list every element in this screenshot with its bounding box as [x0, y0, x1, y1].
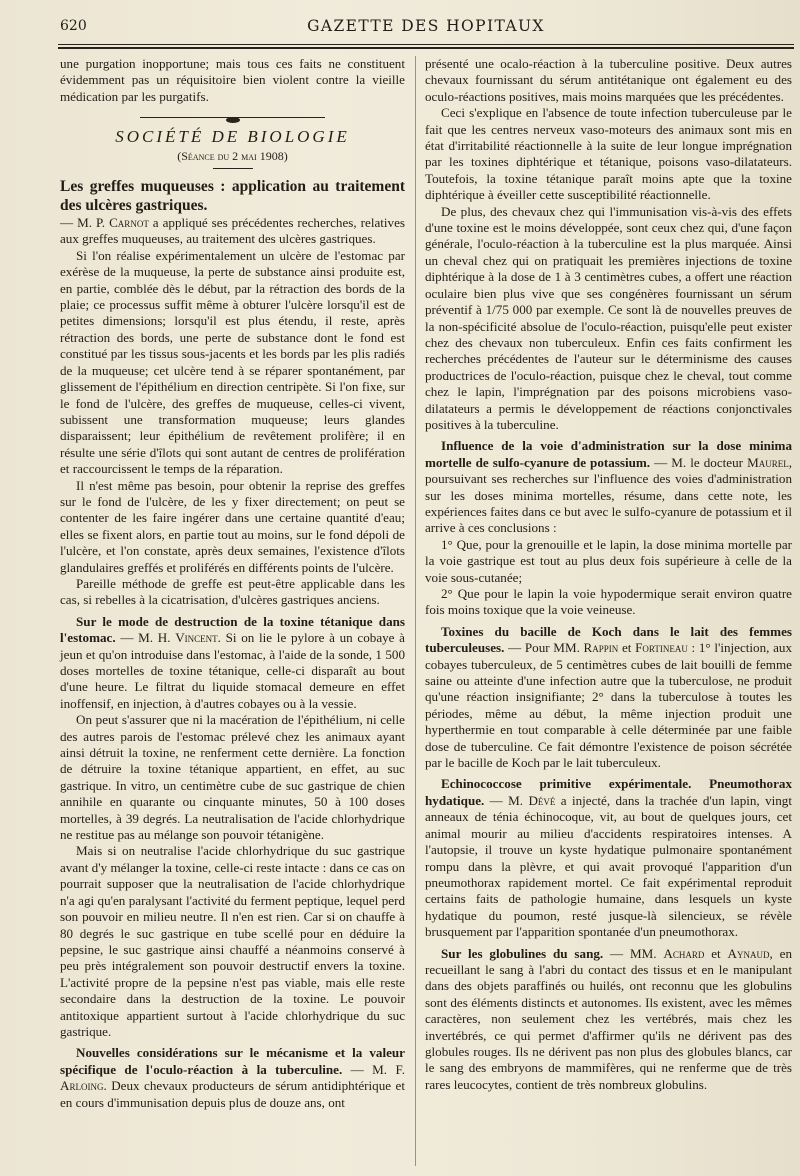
short-divider — [213, 168, 253, 169]
text-run: — M. H. — [115, 630, 176, 646]
author-name: Aynaud — [727, 945, 770, 961]
article-body-greffes-1 — [60, 215, 405, 248]
header-rule-thin — [58, 44, 794, 45]
text-run: et — [618, 640, 636, 656]
article-title-sulfo: Influence de la voie d'administration sur la dose minima mortelle de sulfo-cyanure de potassium. — [425, 438, 792, 470]
text-run: — MM. — [603, 945, 664, 961]
header-rule-thick — [58, 47, 794, 49]
article-body-sulfo-3: 2° Que pour le lapin la voie hypodermique serait environ quatre fois moins toxique que la voie veineuse. — [425, 586, 792, 618]
text-run: — M. F. — [342, 1061, 405, 1077]
article-body-oculo-1 — [60, 1045, 405, 1111]
text-run: , poursuivant ses recherches sur l'influence des voies d'administration sur les doses minima mortelles, résume, dans cette note, les expériences faites dans ce but avec le sulfo-cyanure de potassium et il arrive à ces conclusions : — [425, 454, 792, 536]
article-title-globulines: Sur les globulines du sang. — [441, 945, 604, 961]
article-title-toxine: Sur le mode de destruction de la toxine tétanique dans l'estomac. — [60, 613, 405, 646]
text-run: a injecté, dans la trachée d'un lapin, vingt anneaux de ténia échinocoque, vit, au bout de quelques jours, cet animal mourir au milieu d'accidents respiratoires intenses. A l'autopsie, il trouve un kyste hydatique pulmonaire spontanément rompu dans la plèvre, et qui avait provoqué l'apparition d'un pneumothorax rapidement mortel. Ce fait expérimental reproduit certains faits de pathologie humaine, dans lesquels un kyste hydatique du poumon, resté jusque-là silencieux, se révèle brusquement par l'apparition spontanée d'un pneumothorax. — [425, 792, 792, 940]
author-name: Rappin — [583, 640, 619, 656]
session-date: (Séance du 2 mai 1908) — [177, 148, 288, 163]
left-column — [60, 56, 405, 1111]
right-column — [425, 56, 792, 1093]
text-run: a appliqué ses précédentes recherches, relatives aux greffes muqueuses, au traitement des ulcères gastriques. — [60, 215, 405, 247]
article-body-toxine-3: Mais si on neutralise l'acide chlorhydrique du suc gastrique avant d'y mélanger la toxine, celle-ci reste intacte : dans ce cas on pourrait supposer que la neutralisation de l'acide chlorhydrique n'a agi qu'en paralysant l'activité du ferment peptique, lequel perd son pouvoir en milieu neutre. Il n'en est rien. Car si on chauffe à 80 degrés le suc gastrique en tube scellé pour en déduire la pepsine, le suc gastrique ainsi chauffé a néanmoins conservé à peu près intégralement son pouvoir destructif envers la toxine. L'activité propre de la pepsine n'est pas viable, mais elle reste secondaire dans la destruction de la toxine. Le pouvoir antitoxique appartient surtout à l'acide chlorhydrique du suc gastrique. — [60, 843, 405, 1039]
section-ornament — [60, 111, 405, 123]
text-run: , en recueillant le sang à l'abri du contact des tissus et en le manipulant dans des objets paraffinés ou huilés, ont reconnu que les globulins sont des éléments distincts et autonomes. Ils existent, avec les mêmes caractères, non seulement chez les vertébrés, mais chez les invertébrés, ce qui permet d'affirmer qu'ils ne dérivent pas des globules rouges. Ils ne dérivent pas non plus des globules blancs, car le sang des embryons de mammifères, qui ne renferme que de très rares leucocytes, contient de très nombreux globulins. — [425, 945, 793, 1092]
intro-paragraph: une purgation inopportune; mais tous ces faits ne constituent évidemment pas un réquisitoire bien violent contre la vieille médication par les purgatifs. — [60, 56, 405, 104]
article-body-sulfo-2: 1° Que, pour la grenouille et le lapin, la dose minima mortelle par la voie gastrique est tout au plus deux fois supérieure à celle de la voie sous-cutanée; — [425, 536, 792, 585]
text-run: . Deux chevaux producteurs de sérum antidiphtérique et en cours d'immunisation depuis plus de douze ans, ont — [60, 1078, 405, 1110]
article-title-greffes: Les greffes muqueuses : application au traitement des ulcères gastriques. — [60, 178, 405, 215]
text-run: — M. P. — [60, 215, 110, 231]
page-header — [60, 14, 792, 40]
author-name: Dévé — [528, 792, 556, 808]
column-divider — [415, 56, 416, 1166]
article-body-greffes-3: Il n'est même pas besoin, pour obtenir la reprise des greffes sur le fond de l'ulcère, de les y fixer directement; on peut se contenter de les faire ingérer dans une certaine quantité d'eau; elles se fixent alors, en partie tout au moins, sur le fond dépoli de l'ulcère, et l'on constate, après deux semaines, l'existence d'îlots glandulaires greffés et proliférés en différents points de l'ulcère. — [60, 477, 405, 575]
article-body-oculo-3: De plus, des chevaux chez qui l'immunisation vis-à-vis des effets d'une toxine est le moins développée, sont ceux chez qui, d'une façon générale, l'oculo-réaction à la tuberculine est la plus marquée. Ainsi un cheval chez qui on pratiquait les premières injections de toxine diphtérique à la dose de 1 à 3 centimètres cubes, a offert une réaction oculaire bien plus vive que ses congénères fournissant un sérum préventif à 1/75 000 par exemple. Ce sont là de nouvelles preuves de la non-spécificité absolue de l'oculo-réaction, puisqu'elle peut exister chez des chevaux non tuberculeux. Enfin ces faits confirment les recherches précédentes de l'auteur sur le déterminisme des causes productrices de l'oculo-réaction, puisque chez le cheval, tout comme chez le lapin, l'imprégnation par des poisons microbiens vaso-dilatateurs a permis le développement de réactions conjonctivales positives à la tuberculine. — [425, 203, 792, 432]
article-body-greffes-4: Pareille méthode de greffe est peut-être applicable dans les cas, si rebelles à la cicatrisation, d'ulcères gastriques anciens. — [60, 575, 405, 608]
text-run: — Pour MM. — [504, 640, 584, 656]
author-name: Vincent — [175, 630, 218, 646]
article-body-oculo-2: Ceci s'explique en l'absence de toute infection tuberculeuse par le fait que les centres nerveux vaso-moteurs des animaux sont mis en état d'irritabilité réactionnelle à la suite de leur longue imprégnation par les toxines diphtérique et tétanique, poisons vaso-dilatateurs. Toutefois, la toxine tétanique paraît moins apte que la toxine diphtérique à éveiller cette susceptibilité réactionnelle. — [425, 105, 792, 203]
author-name: Carnot — [109, 215, 149, 231]
article-body-oculo-cont: présenté une ocalo-réaction à la tuberculine positive. Deux autres chevaux fournissant du sérum antitétanique ont également eu des oculo-réactions positives, mais moins marquées que les précédentes. — [425, 56, 792, 104]
article-body-echino-1 — [425, 776, 792, 940]
author-name: Fortineau — [635, 640, 688, 656]
article-body-koch-1 — [425, 624, 792, 772]
page-number: 620 — [60, 18, 87, 34]
text-run: et — [704, 945, 728, 961]
article-title-oculo: Nouvelles considérations sur le mécanisme et la valeur spécifique de l'oculo-réaction à la tuberculine. — [60, 1045, 405, 1077]
text-run: : 1° l'injection, aux cobayes tuberculeux, de 5 centimètres cubes de lait bouilli de femme saine ou atteinte d'une infection autre que la tuberculose, ne produit qu'une réaction insignifiante; 2° dans la tuberculose à toutes les périodes, même au début, la même injection produit une hyperthermie en tout comparable à celle déterminée par une faible dose de tuberculine. Ce fait démontre l'existence de poison sécrétée par le bacille de Koch par le lait tuberculeux. — [425, 640, 792, 771]
text-run: — M. — [484, 792, 529, 808]
article-body-greffes-2: Si l'on réalise expérimentalement un ulcère de l'estomac par exérèse de la muqueuse, la perte de substance ainsi produite est, en partie, comblée dès le début, par la rétraction des bords de la plaie; ce processus suffit même à obturer l'ulcère lorsqu'il est de petites dimensions; lorsqu'il est plus étendu, il reste, après rétraction des bords, une perte de substance dont le fond est constitué par les tissus sous-jacents et les bords par les plis radiés de la muqueuse; cet ulcère tend à se réparer spontanément, par glissement de l'épithélium en direction centripète. Si l'on fixe, sur le fond de l'ulcère, des greffes de muqueuse, celles-ci vivent, subissent une transformation muqueuse; leurs glandes disparaissent; leur épithélium de revêtement prolifère; il en résulte une série d'îlots qui sont autant de centres de prolifération et raccourcissent le temps de la réparation. — [60, 247, 405, 477]
ornament-dot-icon — [226, 117, 240, 123]
article-title-echino: Echinococcose primitive expérimentale. Pneumothorax hydatique. — [425, 776, 792, 808]
author-name: Achard — [663, 945, 705, 961]
author-name: Arloing — [60, 1078, 104, 1094]
text-run: . Si on lie le pylore à un cobaye à jeun et qu'on introduise dans l'estomac, à l'aide de la sonde, 1 500 doses mortelles de toxine tétanique, celle-ci disparaît au bout d'une heure. Le filtrat du liquide stomacal demeure en effet inoffensif, en injection, à d'autres cobayes ou à la vessie. — [60, 630, 405, 711]
article-body-toxine-1 — [60, 614, 405, 712]
article-body-toxine-2: On peut s'assurer que ni la macération de l'épithélium, ni celle des autres parois de l'estomac prélevé chez les animaux ayant ainsi détruit la toxine, ne renferment cette dernière. La fonction de détruire la toxine tétanique appartient, en effet, au suc gastrique. In vitro, un centimètre cube de suc gastrique de chien annihile en quarante ou cinquante minutes, 50 à 100 doses mortelles, à 39 degrés. La neutralisation de l'acide chlorhydrique ne restitue pas au mélange son pouvoir tétanigène. — [60, 712, 405, 843]
author-name: Maurel — [747, 454, 789, 470]
article-title-koch: Toxines du bacille de Koch dans le lait des femmes tuberculeuses. — [425, 623, 792, 656]
article-body-globulines-1 — [425, 946, 792, 1094]
article-body-sulfo-1 — [425, 438, 792, 536]
running-title: GAZETTE DES HOPITAUX — [307, 17, 545, 35]
text-run: — M. le docteur — [650, 454, 748, 470]
society-heading: SOCIÉTÉ DE BIOLOGIE — [115, 127, 350, 147]
